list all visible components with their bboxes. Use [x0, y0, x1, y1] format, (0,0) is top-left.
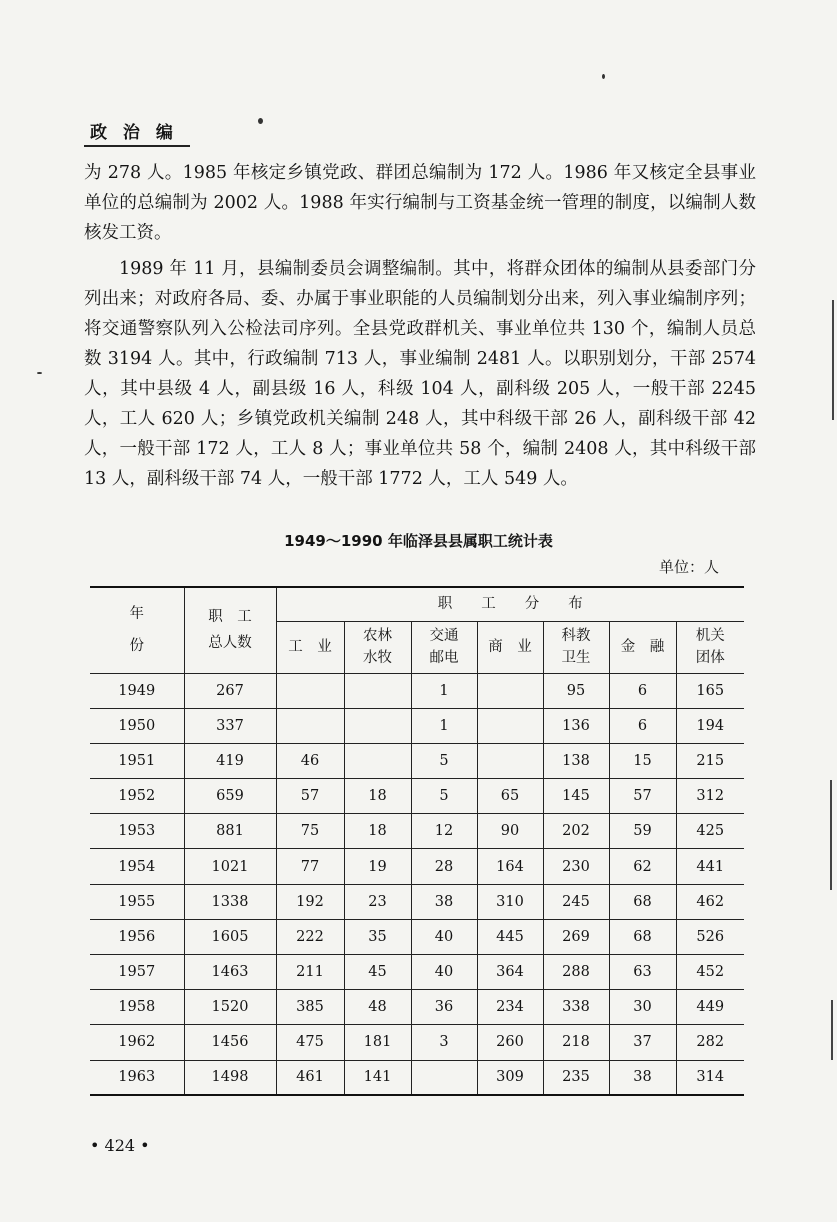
table-row: [90, 673, 744, 708]
section-header: 政 治 编: [90, 123, 178, 143]
cell-total: 1498: [184, 1060, 276, 1095]
cell-total: 267: [184, 673, 276, 708]
cell-transport: 1: [411, 708, 477, 743]
body-text: [84, 158, 756, 494]
cell-industry: 211: [276, 955, 344, 990]
scan-speck: [258, 118, 263, 124]
cell-agriculture: [344, 708, 411, 743]
cell-commerce: [477, 673, 543, 708]
table-row: [90, 955, 744, 990]
cell-commerce: 234: [477, 990, 543, 1025]
cell-transport: 40: [411, 955, 477, 990]
cell-education: 136: [543, 708, 609, 743]
cell-industry: 77: [276, 849, 344, 884]
paragraph-1: 为 278 人。1985 年核定乡镇党政、群团总编制为 172 人。1986 年又核定全县事业单位的总编制为 2002 人。1988 年实行编制与工资基金统一管理的制度，以编制人数核发工资。: [84, 163, 756, 243]
staff-statistics-table: [90, 586, 744, 1096]
cell-finance: 37: [609, 1025, 676, 1060]
cell-total: 1338: [184, 884, 276, 919]
cell-organs: 165: [676, 673, 744, 708]
table-title: 1949～1990 年临泽县县属职工统计表: [284, 532, 553, 550]
cell-transport: 1: [411, 673, 477, 708]
cell-total: 419: [184, 743, 276, 778]
cell-organs: 312: [676, 779, 744, 814]
table-row: [90, 919, 744, 954]
table-row: [90, 779, 744, 814]
cell-industry: 192: [276, 884, 344, 919]
cell-year: 1962: [90, 1025, 184, 1060]
cell-finance: 68: [609, 884, 676, 919]
header-rule: [84, 145, 190, 147]
cell-finance: 57: [609, 779, 676, 814]
cell-year: 1955: [90, 884, 184, 919]
table-row: [90, 814, 744, 849]
cell-total: 1456: [184, 1025, 276, 1060]
cell-total: 337: [184, 708, 276, 743]
cell-transport: [411, 1060, 477, 1095]
cell-total: 1463: [184, 955, 276, 990]
cell-education: 269: [543, 919, 609, 954]
cell-agriculture: 18: [344, 814, 411, 849]
cell-year: 1956: [90, 919, 184, 954]
cell-organs: 314: [676, 1060, 744, 1095]
header-total: 职 工 总人数: [184, 587, 276, 673]
cell-finance: 15: [609, 743, 676, 778]
scan-speck: [602, 74, 605, 79]
cell-year: 1951: [90, 743, 184, 778]
table-row: [90, 743, 744, 778]
cell-education: 245: [543, 884, 609, 919]
table-row: [90, 1025, 744, 1060]
cell-year: 1963: [90, 1060, 184, 1095]
cell-industry: 222: [276, 919, 344, 954]
cell-education: 338: [543, 990, 609, 1025]
cell-finance: 68: [609, 919, 676, 954]
scan-speck: [37, 372, 42, 374]
cell-education: 202: [543, 814, 609, 849]
cell-finance: 63: [609, 955, 676, 990]
cell-year: 1952: [90, 779, 184, 814]
cell-organs: 452: [676, 955, 744, 990]
header-organs: 机关 团体: [676, 621, 744, 673]
cell-finance: 62: [609, 849, 676, 884]
cell-industry: 75: [276, 814, 344, 849]
cell-year: 1949: [90, 673, 184, 708]
cell-industry: [276, 708, 344, 743]
cell-agriculture: 48: [344, 990, 411, 1025]
cell-industry: 461: [276, 1060, 344, 1095]
cell-agriculture: 23: [344, 884, 411, 919]
cell-organs: 526: [676, 919, 744, 954]
cell-industry: 46: [276, 743, 344, 778]
cell-industry: 475: [276, 1025, 344, 1060]
cell-commerce: [477, 743, 543, 778]
cell-organs: 215: [676, 743, 744, 778]
cell-organs: 462: [676, 884, 744, 919]
table-row: [90, 1060, 744, 1095]
header-industry: 工 业: [276, 621, 344, 673]
cell-agriculture: 181: [344, 1025, 411, 1060]
cell-year: 1954: [90, 849, 184, 884]
cell-finance: 59: [609, 814, 676, 849]
cell-organs: 194: [676, 708, 744, 743]
cell-transport: 12: [411, 814, 477, 849]
cell-agriculture: 45: [344, 955, 411, 990]
cell-agriculture: [344, 673, 411, 708]
header-agriculture: 农林 水牧: [344, 621, 411, 673]
cell-agriculture: 141: [344, 1060, 411, 1095]
cell-finance: 6: [609, 673, 676, 708]
cell-commerce: 90: [477, 814, 543, 849]
cell-transport: 38: [411, 884, 477, 919]
header-transport: 交通 邮电: [411, 621, 477, 673]
table-row: [90, 884, 744, 919]
cell-transport: 3: [411, 1025, 477, 1060]
cell-commerce: [477, 708, 543, 743]
cell-commerce: 445: [477, 919, 543, 954]
cell-total: 659: [184, 779, 276, 814]
cell-transport: 36: [411, 990, 477, 1025]
header-finance: 金 融: [609, 621, 676, 673]
cell-commerce: 260: [477, 1025, 543, 1060]
cell-organs: 441: [676, 849, 744, 884]
cell-total: 881: [184, 814, 276, 849]
header-commerce: 商 业: [477, 621, 543, 673]
cell-organs: 282: [676, 1025, 744, 1060]
cell-transport: 28: [411, 849, 477, 884]
cell-total: 1605: [184, 919, 276, 954]
cell-year: 1957: [90, 955, 184, 990]
cell-industry: [276, 673, 344, 708]
cell-total: 1520: [184, 990, 276, 1025]
cell-transport: 5: [411, 779, 477, 814]
cell-year: 1958: [90, 990, 184, 1025]
table-row: [90, 708, 744, 743]
cell-education: 235: [543, 1060, 609, 1095]
cell-finance: 30: [609, 990, 676, 1025]
cell-year: 1953: [90, 814, 184, 849]
scan-edge-mark: [831, 1000, 833, 1060]
cell-total: 1021: [184, 849, 276, 884]
cell-transport: 40: [411, 919, 477, 954]
header-distribution: 职 工 分 布: [276, 587, 744, 621]
cell-commerce: 364: [477, 955, 543, 990]
cell-finance: 38: [609, 1060, 676, 1095]
cell-education: 218: [543, 1025, 609, 1060]
cell-transport: 5: [411, 743, 477, 778]
cell-industry: 57: [276, 779, 344, 814]
table-body: [90, 673, 744, 1095]
cell-education: 138: [543, 743, 609, 778]
cell-agriculture: 35: [344, 919, 411, 954]
paragraph-2: 1989 年 11 月，县编制委员会调整编制。其中，将群众团体的编制从县委部门分列出来；对政府各局、委、办属于事业职能的人员编制划分出来，列入事业编制序列；将交通警察队列入公检法司序列。全县党政群机关、事业单位共 130 个，编制人员总数 3194 人。其中，行政编制 713 人，事业编制 2481 人。以职别划分，干部 2574 人，其中县级 4 人，副县级 16 人，科级 104 人，副科级 205 人，一般干部 2245 人，工人 620 人；乡镇党政机关编制 248 人，其中科级干部 26 人，副科级干部 42 人，一般干部 172 人，工人 8 人；事业单位共 58 个，编制 2408 人，其中科级干部 13 人，副科级干部 74 人，一般干部 1772 人，工人 549 人。: [84, 259, 756, 489]
cell-education: 145: [543, 779, 609, 814]
cell-commerce: 309: [477, 1060, 543, 1095]
header-education: 科教 卫生: [543, 621, 609, 673]
scan-edge-mark: [832, 300, 834, 420]
table-unit: 单位：人: [658, 558, 719, 576]
table-row: [90, 990, 744, 1025]
cell-education: 288: [543, 955, 609, 990]
header-year: 年 份: [90, 587, 184, 673]
cell-industry: 385: [276, 990, 344, 1025]
cell-finance: 6: [609, 708, 676, 743]
cell-organs: 449: [676, 990, 744, 1025]
cell-organs: 425: [676, 814, 744, 849]
cell-commerce: 310: [477, 884, 543, 919]
table-row: [90, 849, 744, 884]
cell-agriculture: [344, 743, 411, 778]
cell-year: 1950: [90, 708, 184, 743]
cell-commerce: 164: [477, 849, 543, 884]
cell-education: 95: [543, 673, 609, 708]
cell-agriculture: 19: [344, 849, 411, 884]
cell-agriculture: 18: [344, 779, 411, 814]
scan-edge-mark: [830, 780, 832, 890]
page-number: • 424 •: [90, 1136, 150, 1155]
cell-commerce: 65: [477, 779, 543, 814]
cell-education: 230: [543, 849, 609, 884]
